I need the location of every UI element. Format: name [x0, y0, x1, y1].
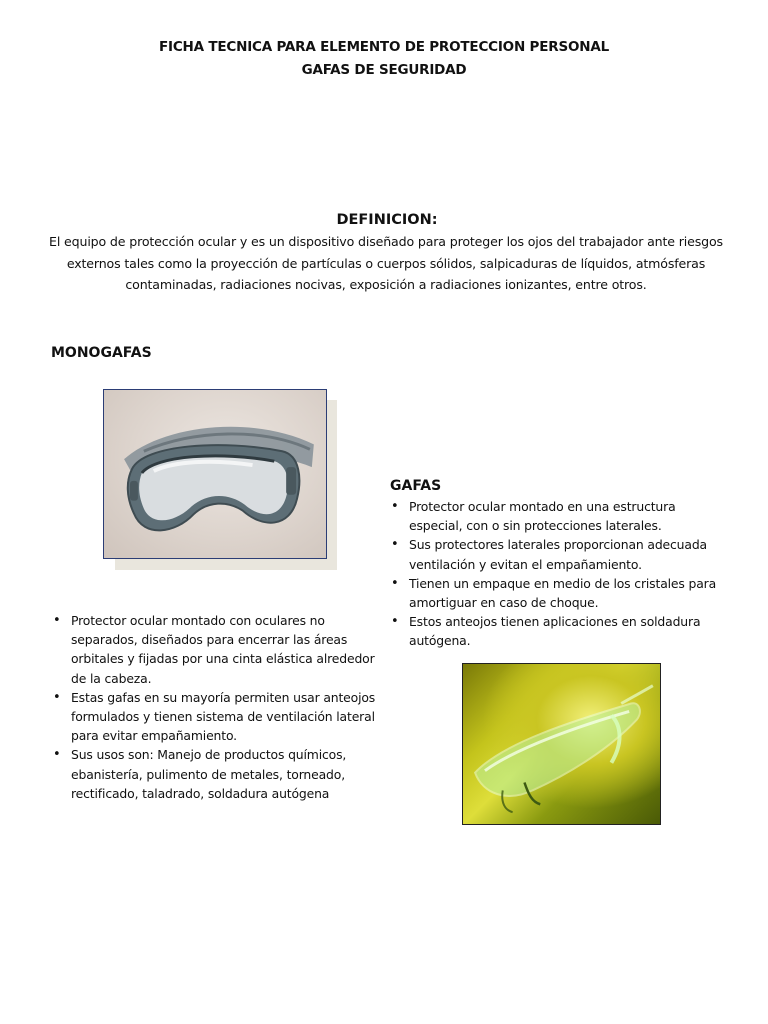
list-item: • Estas gafas en su mayoría permiten usar anteojos formulados y tienen sistema de ventilación lateral para evitar empañamiento. [51, 688, 387, 746]
gafas-bullet-list [389, 497, 729, 651]
glasses-illustration [463, 664, 660, 824]
safety-glasses-photo [462, 663, 661, 825]
document-subtitle: GAFAS DE SEGURIDAD [301, 62, 467, 78]
monogafas-heading: MONOGAFAS [51, 345, 152, 361]
list-item: • Sus usos son: Manejo de productos químicos, ebanistería, pulimento de metales, torneado, rectificado, taladrado, soldadura autógena [51, 745, 387, 803]
list-item: • Sus protectores laterales proporcionan adecuada ventilación y evitan el empañamiento. [389, 535, 729, 573]
definition-heading: DEFINICION: [336, 212, 438, 228]
goggles-illustration [104, 390, 326, 558]
monogafas-bullet-list [51, 611, 387, 803]
document-title: FICHA TECNICA PARA ELEMENTO DE PROTECCION PERSONAL [158, 39, 610, 55]
gafas-heading: GAFAS [390, 478, 442, 494]
list-item: • Tienen un empaque en medio de los cristales para amortiguar en caso de choque. [389, 574, 729, 612]
document-header [0, 36, 768, 82]
list-item: • Protector ocular montado con oculares no separados, diseñados para encerrar las áreas orbitales y fijadas por una cinta elástica alrededor de la cabeza. [51, 611, 387, 688]
safety-goggles-photo [103, 389, 327, 559]
list-item: • Estos anteojos tienen aplicaciones en soldadura autógena. [389, 612, 729, 650]
list-item: • Protector ocular montado en una estructura especial, con o sin protecciones laterales. [389, 497, 729, 535]
definition-paragraph: El equipo de protección ocular y es un dispositivo diseñado para proteger los ojos del trabajador ante riesgos externos tales como la proyección de partículas o cuerpos sólidos, salpicaduras de líquidos, atmósferas contaminadas, radiaciones nocivas, exposición a radiaciones ionizantes, entre otros. [49, 234, 723, 292]
